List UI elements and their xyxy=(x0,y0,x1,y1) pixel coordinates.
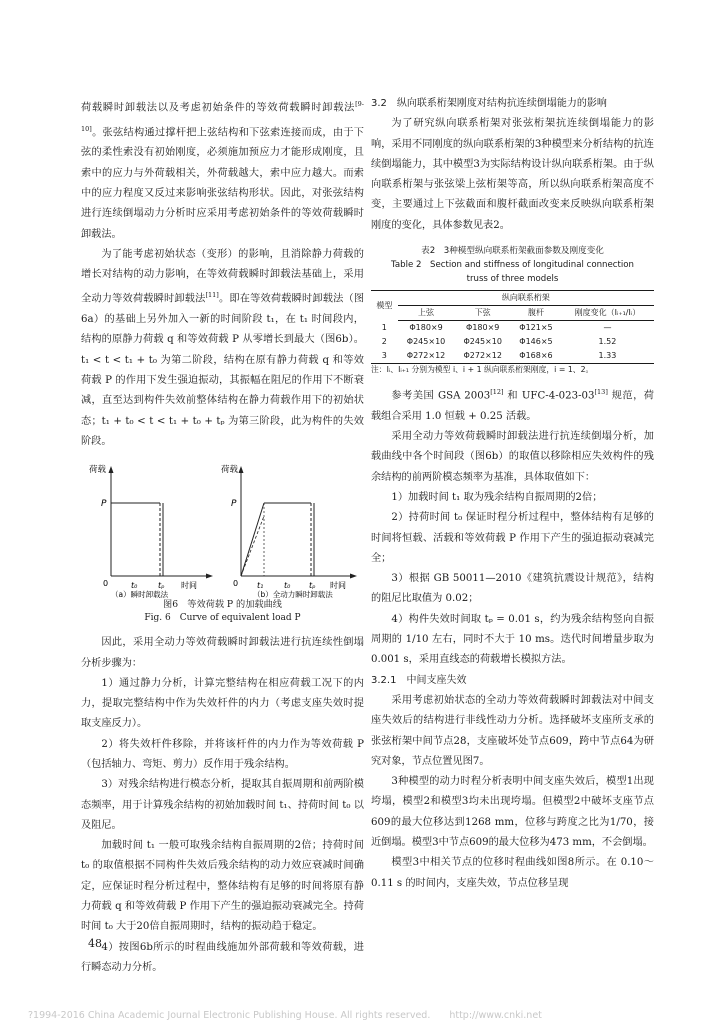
table-row: 1 Φ180×9 Φ180×9 Φ121×5 — xyxy=(381,322,612,333)
reference-marker: [9-10] xyxy=(81,100,364,133)
t-label: tₚ xyxy=(309,581,316,591)
footer-watermark: ?1994-2016 China Academic Journal Electronic Publishing House. All rights reserved. http://www.cnki.net xyxy=(28,1010,542,1021)
arrow-icon xyxy=(109,466,114,473)
table-note: 注：Iᵢ、Iᵢ₊₁ 分别为模型 i、i + 1 纵向联系桁架刚度，i = 1、2。 xyxy=(371,365,594,375)
t-label: t₁ xyxy=(257,581,264,591)
figure-caption-en: Fig. 6 Curve of equivalent load P xyxy=(144,613,301,624)
load-ramp-q xyxy=(241,516,264,576)
time-label: 时间 xyxy=(330,581,346,591)
paragraph: 采用考虑初始状态的全动力等效荷载瞬时卸载法对中间支座失效后的结构进行非线性动力分析。选择破坏支座所支承的张弦桁架中间节点28，支座破坏处节点609，跨中节点64为研究对象，节点位置见图7。 xyxy=(371,694,654,767)
load-ramp xyxy=(241,503,264,576)
arrow-icon xyxy=(350,574,357,579)
y-axis-label: 荷载 xyxy=(89,465,107,476)
paragraph: 4）构件失效时间取 tₚ = 0.01 s，约为残余结构竖向自振周期的 1/10 左右，同时不大于 10 ms。迭代时间增量步取为 0.001 s，采用直线态的荷载增长模拟方法。 xyxy=(371,613,654,666)
subcaption-a: （a）瞬时卸载法 xyxy=(111,590,169,599)
paragraph: 2）将失效杆件移除，并将该杆件的内力作为等效荷载 P（包括轴力、弯矩、剪力）反作用于残余结构。 xyxy=(81,738,364,770)
paragraph: 因此，采用全动力等效荷载瞬时卸载法进行抗连续性倒塌分析步骤为： xyxy=(81,637,364,669)
arrow-icon xyxy=(206,574,213,579)
load-curve-diagram xyxy=(81,458,364,598)
subsection-heading: 3.2.1 中间支座失效 xyxy=(371,674,467,686)
origin-label: 0 xyxy=(233,579,239,589)
time-label: 时间 xyxy=(181,581,197,591)
paragraph: 4）按图6b所示的时程曲线施加外部荷载和等效荷载，进行瞬态动力分析。 xyxy=(81,941,364,973)
origin-label: 0 xyxy=(103,579,109,589)
p-label: P xyxy=(231,499,237,510)
t-label: t₀ xyxy=(131,581,138,591)
arrow-icon xyxy=(239,466,244,473)
table-row: 2 Φ245×10 Φ245×10 Φ146×5 1.52 xyxy=(381,337,617,347)
page-number: 48 xyxy=(88,937,102,950)
table-caption: 表2 3种模型纵向联系桁架截面参数及刚度变化 xyxy=(421,246,604,257)
paragraph: 为了研究纵向联系桁架对张弦桁架抗连续倒塌能力的影响，采用不同刚度的纵向联系桁架的3种模型来分析结构的抗连续倒塌能力，其中模型3为实际结构设计纵向联系桁架。由于纵向联系桁架与张弦梁上弦桁架等高，所以纵向联系桁架高度不变，主要通过上下弦截面和腹杆截面改变来反映纵向联系桁架刚度的变化，具体参数见表2。 xyxy=(371,118,654,231)
section-heading: 3.2 纵向联系桁架刚度对结构抗连续倒塌能力的影响 xyxy=(371,98,607,109)
right-column xyxy=(371,94,654,894)
figure-6 xyxy=(81,458,364,625)
paragraph: 1）加载时间 t₁ 取为残余结构自振周期的2倍； xyxy=(391,491,603,503)
paragraph: 3）对残余结构进行模态分析，提取其自振周期和前两阶模态频率，用于计算残余结构的初始加载时间 t₁、持荷时间 t₀ 以及阻尼。 xyxy=(81,779,364,831)
paragraph: 1）通过静力分析，计算完整结构在相应荷载工况下的内力，提取完整结构中作为失效杆件的内力（考虑支座失效时提取支座反力）。 xyxy=(81,677,364,730)
table-header: 腹杆 xyxy=(511,306,561,321)
table-header: 纵向联系桁架 xyxy=(398,291,654,306)
stiffness-table xyxy=(371,290,654,364)
y-axis-label: 荷载 xyxy=(221,465,239,476)
figure-caption: 图6 等效荷载 P 的加载曲线 xyxy=(163,599,282,611)
t-label: t₀ xyxy=(284,581,291,591)
paragraph: 3）根据 GB 50011—2010《建筑抗震设计规范》，结构的阻尼比取值为 0.02； xyxy=(371,573,654,605)
paragraph: 荷载瞬时卸载法以及考虑初始条件的等效荷载瞬时卸载法[9-10]。张弦结构通过撑杆把上弦结构和下弦索连接而成，由于下弦的柔性索没有初始刚度，必须施加预应力才能形成刚度，且索中的应力与外荷载相关，外荷载越大，索中应力越大。而索中的应力程度又反过来影响张弦结构形状。因此，对张弦结构进行连续倒塌动力分析时应采用考虑初始条件的等效荷载瞬时卸载法。 xyxy=(81,100,364,240)
paragraph: 3种模型的动力时程分析表明中间支座失效后，模型1出现垮塌，模型2和模型3均未出现垮塌。但模型2中破坏支座节点609的最大位移达到1268 mm，位移与跨度之比为1/70，接近倒塌。模型3中节点609的最大位移为473 mm，不会倒塌。 xyxy=(371,776,654,848)
paragraph: 2）持荷时间 t₀ 保证时程分析过程中，整体结构有足够的时间将恒载、活载和等效荷载 P 作用下产生的强迫振动衰减完全； xyxy=(371,512,654,564)
paragraph: 为了能考虑初始状态（变形）的影响，且消除静力荷载的增长对结构的动力影响，在等效荷载瞬时卸载法基础上，采用全动力等效荷载瞬时卸载法[11]。即在等效荷载瞬时卸载法（图6a）的基础上另外加入一新的时间阶段 t₁，在 t₁ 时间段内，结构的原静力荷载 q 和等效荷载 P 从零增长到最大（图6b）。t₁ < t < t₁ + t₀ 为第二阶段，结构在原有静力荷载 q 和等效荷载 P 的作用下发生强迫振动，其振幅在阻尼的作用下不断衰减，直至达到构件失效前整体结构在静力荷载作用下的初始状态；t₁ + t₀ < t < t₁ + t₀ + tₚ 为第三阶段，此为构件的失效阶段。 xyxy=(81,248,365,447)
paragraph: 参考美国 GSA 2003[12] 和 UFC-4-023-03[13] 规范，荷载组合采用 1.0 恒载 + 0.25 活载。 xyxy=(371,388,654,422)
reference-marker: [11] xyxy=(205,291,219,300)
panel-b xyxy=(221,464,357,590)
table-caption-en: truss of three models xyxy=(466,274,559,285)
table-header: 上弦 xyxy=(398,306,455,321)
table-row: 3 Φ272×12 Φ272×12 Φ168×6 1.33 xyxy=(371,349,654,364)
t-label: tₚ xyxy=(158,581,165,591)
left-column xyxy=(81,94,364,978)
reference-marker: [12] xyxy=(490,388,504,397)
paragraph: 采用全动力等效荷载瞬时卸载法进行抗连续倒塌分析，加载曲线中各个时间段（图6b）的取值以移除相应失效构件的残余结构的前两阶模态频率为基准，具体取值如下： xyxy=(371,431,654,483)
table-header: 刚度变化（Iᵢ₊₁/Iᵢ） xyxy=(561,306,654,321)
p-label: P xyxy=(101,499,107,510)
panel-a xyxy=(89,464,213,590)
table-caption-en: Table 2 Section and stiffness of longitudinal connection xyxy=(391,260,634,271)
paragraph: 加载时间 t₁ 一般可取残余结构自振周期的2倍；持荷时间 t₀ 的取值根据不同构件失效后残余结构的动力效应衰减时间确定，应保证时程分析过程中，整体结构有足够的时间将原有静力荷载 q 和等效荷载 P 作用下产生的强迫振动衰减完全。持荷时间 t₀ 大于20倍自振周期时，结构的振动趋于稳定。 xyxy=(81,840,364,933)
paragraph: 模型3中相关节点的位移时程曲线如图8所示。在 0.10～0.11 s 的时间内，支座失效，节点位移呈现 xyxy=(371,857,654,889)
subcaption-b: （b）全动力瞬时卸载法 xyxy=(253,590,333,599)
table-header: 下弦 xyxy=(454,306,511,321)
reference-marker: [13] xyxy=(594,388,608,397)
table-header: 模型 xyxy=(371,291,398,321)
